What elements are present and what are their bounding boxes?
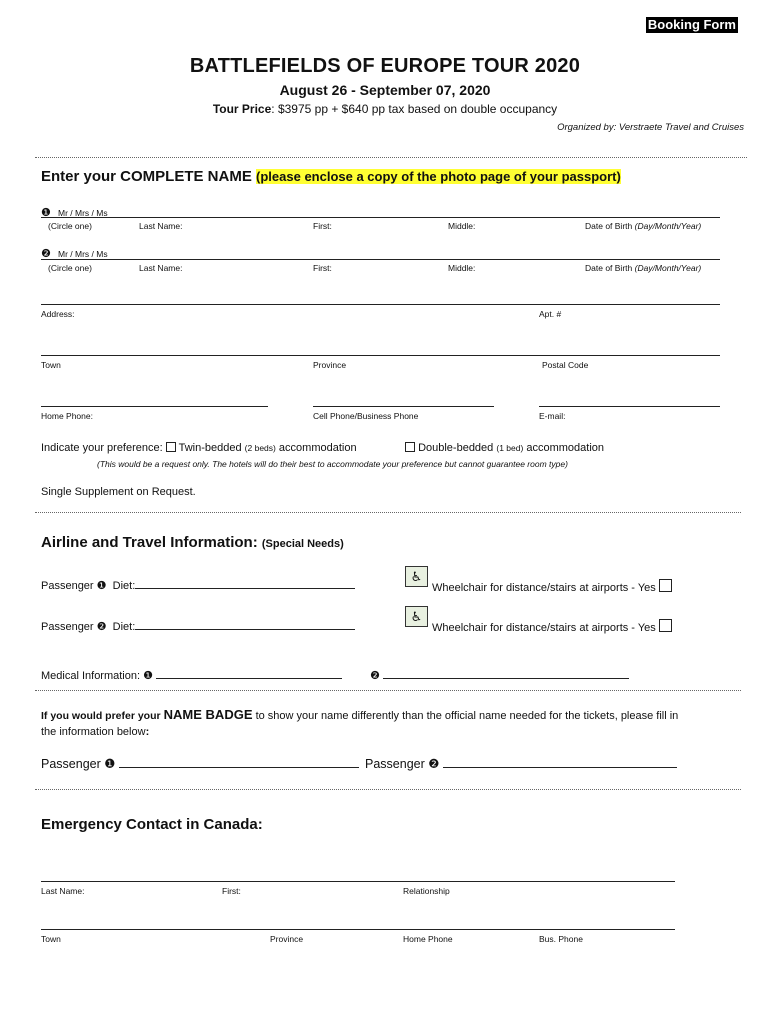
- home-phone-label: Home Phone:: [41, 411, 93, 421]
- first-name-label: First:: [313, 263, 332, 273]
- checkbox-icon[interactable]: [405, 442, 415, 452]
- dob-label: Date of Birth (Day/Month/Year): [585, 221, 702, 231]
- salutation: Mr / Mrs / Ms: [58, 249, 108, 259]
- dob-label: Date of Birth (Day/Month/Year): [585, 263, 702, 273]
- single-supplement: Single Supplement on Request.: [41, 486, 196, 498]
- booking-form-tag: Booking Form: [647, 17, 736, 32]
- organizer: Organized by: Verstraete Travel and Cruises: [557, 122, 744, 133]
- address-label: Address:: [41, 309, 75, 319]
- wheelchair-icon: ♿: [405, 566, 428, 587]
- emergency-town: Town: [41, 934, 61, 944]
- circle-one: (Circle one): [48, 221, 92, 231]
- name-section-heading: Enter your COMPLETE NAME (please enclose a copy of the photo page of your passport): [41, 168, 621, 185]
- last-name-label: Last Name:: [139, 221, 183, 231]
- diet-line-2[interactable]: [135, 619, 355, 630]
- name-line-1[interactable]: [41, 217, 720, 218]
- town-label: Town: [41, 360, 61, 370]
- emergency-province: Province: [270, 934, 304, 944]
- wheelchair-request-2: Wheelchair for distance/stairs at airports - Yes: [432, 619, 672, 634]
- airline-heading: Airline and Travel Information: (Special Needs): [41, 534, 344, 551]
- emergency-home-phone: Home Phone: [403, 934, 453, 944]
- name-line-2[interactable]: [41, 259, 720, 260]
- divider: [35, 690, 741, 691]
- email-label: E-mail:: [539, 411, 566, 421]
- province-label: Province: [313, 360, 347, 370]
- cell-phone-label: Cell Phone/Business Phone: [313, 411, 419, 421]
- divider: [35, 512, 741, 513]
- postal-code-label: Postal Code: [542, 360, 589, 370]
- divider: [35, 157, 747, 158]
- passenger-2-diet: Passenger ❷ Diet:: [41, 619, 355, 633]
- double-bed-option: Double-bedded (1 bed) accommodation: [405, 442, 604, 454]
- medical-info: Medical Information: ❶: [41, 668, 342, 682]
- passport-note: (please enclose a copy of the photo page of your passport): [256, 169, 621, 184]
- badge-line-2[interactable]: [443, 757, 677, 768]
- passenger-2-marker: ❷: [41, 248, 51, 260]
- divider: [35, 789, 741, 790]
- town-line[interactable]: [41, 355, 720, 356]
- badge-passenger-2: Passenger ❷: [365, 756, 677, 771]
- address-line[interactable]: [41, 304, 720, 305]
- emergency-heading: Emergency Contact in Canada:: [41, 816, 263, 833]
- circle-one: (Circle one): [48, 263, 92, 273]
- emergency-address-line[interactable]: [41, 929, 675, 930]
- first-name-label: First:: [313, 221, 332, 231]
- checkbox-icon[interactable]: [659, 579, 672, 592]
- middle-name-label: Middle:: [448, 221, 476, 231]
- wheelchair-icon: ♿: [405, 606, 428, 627]
- diet-line-1[interactable]: [135, 578, 355, 589]
- medical-line-1[interactable]: [156, 668, 342, 679]
- passenger-1-marker: ❶: [41, 207, 51, 219]
- name-badge-instructions: If you would prefer your NAME BADGE to show your name differently than the official name needed for the tickets, please fill in the information below:: [41, 707, 679, 738]
- page-title: BATTLEFIELDS OF EUROPE TOUR 2020: [189, 55, 581, 77]
- tour-dates: August 26 - September 07, 2020: [279, 82, 491, 98]
- apt-label: Apt. #: [539, 309, 562, 319]
- tour-price: [0, 102, 770, 116]
- emergency-first: First:: [222, 886, 241, 896]
- tour-price-label: Tour Price: [212, 102, 272, 116]
- checkbox-icon[interactable]: [166, 442, 176, 452]
- cell-phone-line[interactable]: [313, 406, 494, 407]
- tour-price-value: : $3975 pp + $640 pp tax based on double occupancy: [271, 102, 558, 116]
- passenger-1-diet: Passenger ❶ Diet:: [41, 578, 355, 592]
- home-phone-line[interactable]: [41, 406, 268, 407]
- preference-note: (This would be a request only. The hotels will do their best to accommodate your preference but cannot guarantee room type): [97, 459, 568, 469]
- badge-line-1[interactable]: [119, 757, 359, 768]
- middle-name-label: Middle:: [448, 263, 476, 273]
- medical-info-2: ❷: [370, 668, 629, 682]
- last-name-label: Last Name:: [139, 263, 183, 273]
- emergency-last-name: Last Name:: [41, 886, 85, 896]
- emergency-bus-phone: Bus. Phone: [539, 934, 583, 944]
- checkbox-icon[interactable]: [659, 619, 672, 632]
- medical-line-2[interactable]: [383, 668, 629, 679]
- preference-row: Indicate your preference: Twin-bedded (2 beds) accommodation: [41, 442, 357, 454]
- badge-passenger-1: Passenger ❶: [41, 756, 359, 771]
- emergency-name-line[interactable]: [41, 881, 675, 882]
- email-line[interactable]: [539, 406, 720, 407]
- salutation: Mr / Mrs / Ms: [58, 208, 108, 218]
- wheelchair-request-1: Wheelchair for distance/stairs at airports - Yes: [432, 579, 672, 594]
- emergency-relationship: Relationship: [403, 886, 450, 896]
